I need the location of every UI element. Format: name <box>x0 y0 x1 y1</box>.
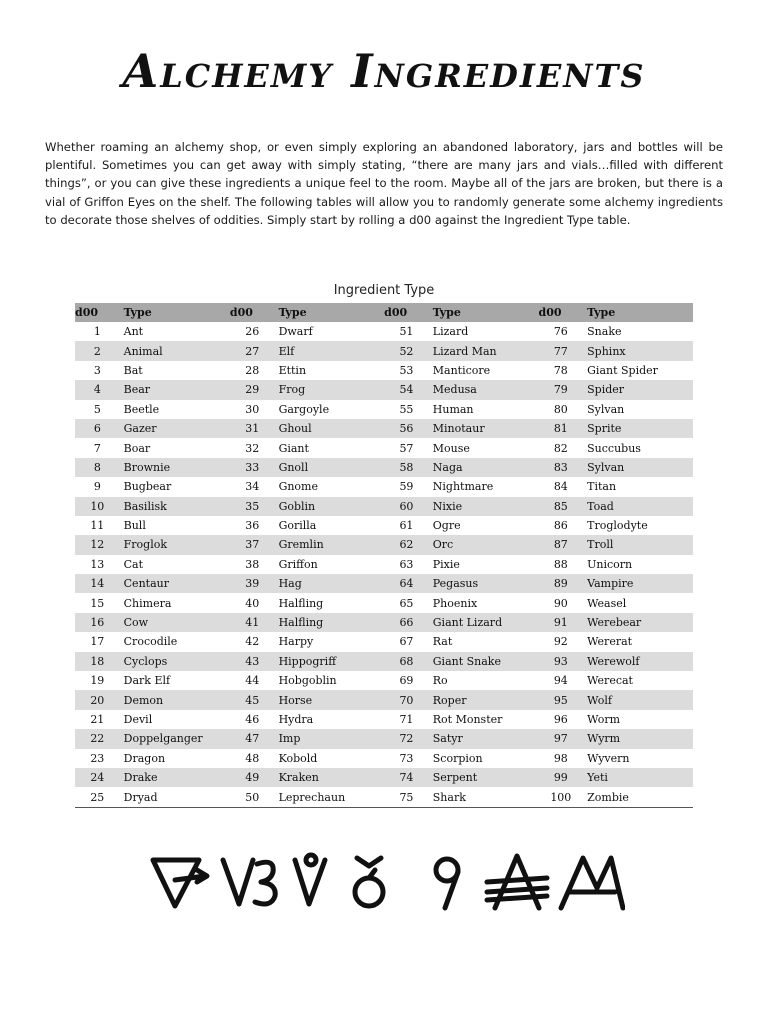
roll-cell: 27 <box>230 341 275 360</box>
roll-cell: 24 <box>75 768 120 787</box>
roll-cell: 44 <box>245 674 260 688</box>
type-cell: Boar <box>123 441 151 455</box>
roll-cell: 6 <box>75 419 120 438</box>
roll-cell: 66 <box>384 613 429 632</box>
roll-cell: 22 <box>75 729 120 748</box>
type-cell: Imp <box>275 729 385 748</box>
roll-cell: 33 <box>230 458 275 477</box>
roll-cell: 71 <box>399 713 414 726</box>
roll-cell: 98 <box>553 751 568 765</box>
roll-cell: 63 <box>399 557 414 571</box>
table-row <box>75 555 693 574</box>
type-cell: Dwarf <box>278 325 313 339</box>
roll-cell: 17 <box>90 635 105 649</box>
type-cell: Werewolf <box>583 652 693 671</box>
roll-cell: 56 <box>384 419 429 438</box>
roll-cell: 5 <box>93 402 101 416</box>
type-cell: Crocodile <box>123 635 178 649</box>
type-cell: Minotaur <box>429 419 539 438</box>
type-cell: Satyr <box>429 729 539 748</box>
type-cell: Orc <box>429 535 539 554</box>
type-cell: Halfling <box>275 613 385 632</box>
type-cell: Sphinx <box>583 341 693 360</box>
type-cell: Ettin <box>278 363 307 377</box>
type-cell: Devil <box>123 713 153 726</box>
type-cell: Chimera <box>123 596 172 610</box>
roll-cell: 79 <box>539 380 584 399</box>
roll-cell: 10 <box>75 497 120 516</box>
table-row <box>75 787 693 807</box>
roll-cell: 75 <box>384 787 429 807</box>
roll-cell: 4 <box>75 380 120 399</box>
type-cell: Froglok <box>120 535 230 554</box>
roll-cell: 8 <box>75 458 120 477</box>
type-cell: Dragon <box>123 751 166 765</box>
roll-cell: 49 <box>230 768 275 787</box>
type-cell: Gazer <box>120 419 230 438</box>
roll-cell: 46 <box>245 713 260 726</box>
roll-cell: 3 <box>93 363 101 377</box>
roll-cell: 51 <box>399 325 414 339</box>
roll-cell: 70 <box>384 690 429 709</box>
roll-cell: 96 <box>553 713 568 726</box>
table-row <box>75 438 693 457</box>
roll-cell: 60 <box>384 497 429 516</box>
roll-cell: 29 <box>230 380 275 399</box>
roll-cell: 86 <box>553 519 568 533</box>
alchemical-symbols-icon <box>145 848 625 918</box>
type-cell: Hippogriff <box>275 652 385 671</box>
roll-cell: 23 <box>90 751 105 765</box>
type-cell: Bull <box>123 519 146 533</box>
roll-cell: 76 <box>553 325 568 339</box>
roll-cell: 94 <box>553 674 568 688</box>
type-cell: Giant Snake <box>429 652 539 671</box>
type-cell: Frog <box>275 380 385 399</box>
roll-cell: 39 <box>230 574 275 593</box>
type-cell: Hydra <box>278 713 314 726</box>
type-cell: Medusa <box>429 380 539 399</box>
alchemical-symbols-icon <box>145 848 625 918</box>
type-cell: Mouse <box>432 441 470 455</box>
type-cell: Gorilla <box>278 519 317 533</box>
roll-cell: 83 <box>539 458 584 477</box>
type-cell: Cyclops <box>120 652 230 671</box>
roll-cell: 97 <box>539 729 584 748</box>
type-cell: Troll <box>583 535 693 554</box>
table-row <box>75 574 693 593</box>
type-cell: Horse <box>275 690 385 709</box>
roll-cell: 18 <box>75 652 120 671</box>
type-cell: Beetle <box>123 402 160 416</box>
table-row <box>75 690 693 709</box>
roll-cell: 50 <box>230 787 275 807</box>
roll-cell: 53 <box>399 363 414 377</box>
type-cell: Doppelganger <box>120 729 230 748</box>
roll-cell: 41 <box>230 613 275 632</box>
type-cell: Wyrm <box>583 729 693 748</box>
type-cell: Gargoyle <box>278 402 330 416</box>
roll-cell: 73 <box>399 751 414 765</box>
type-cell: Spider <box>583 380 693 399</box>
table-row <box>75 749 693 768</box>
column-header: d00 <box>384 303 429 322</box>
roll-cell: 74 <box>384 768 429 787</box>
roll-cell: 65 <box>399 596 414 610</box>
type-cell: Sylvan <box>583 458 693 477</box>
type-cell: Lizard <box>432 325 469 339</box>
roll-cell: 84 <box>553 480 568 494</box>
type-cell: Cow <box>120 613 230 632</box>
roll-cell: 9 <box>93 480 101 494</box>
type-cell: Harpy <box>278 635 314 649</box>
roll-cell: 12 <box>75 535 120 554</box>
type-cell: Giant Spider <box>587 363 658 377</box>
roll-cell: 95 <box>539 690 584 709</box>
roll-cell: 1 <box>93 325 101 339</box>
type-cell: Bat <box>123 363 143 377</box>
type-cell: Leprechaun <box>275 787 385 807</box>
type-cell: Yeti <box>583 768 693 787</box>
type-cell: Halfling <box>278 596 324 610</box>
ingredient-type-table <box>75 303 693 808</box>
type-cell: Elf <box>275 341 385 360</box>
roll-cell: 36 <box>245 519 260 533</box>
roll-cell: 67 <box>399 635 414 649</box>
table-row <box>75 768 693 787</box>
roll-cell: 40 <box>245 596 260 610</box>
roll-cell: 99 <box>539 768 584 787</box>
table-header-row <box>75 303 693 322</box>
type-cell: Titan <box>587 480 617 494</box>
table-row <box>75 361 693 380</box>
table-caption: Ingredient Type <box>333 283 435 298</box>
roll-cell: 11 <box>90 519 105 533</box>
type-cell: Bugbear <box>123 480 172 494</box>
type-cell: Hobgoblin <box>278 674 337 688</box>
table-row <box>75 710 693 729</box>
table-row <box>75 613 693 632</box>
type-cell: Cat <box>123 557 144 571</box>
table-row <box>75 593 693 612</box>
type-cell: Nightmare <box>432 480 494 494</box>
roll-cell: 47 <box>230 729 275 748</box>
roll-cell: 57 <box>399 441 414 455</box>
type-cell: Bear <box>120 380 230 399</box>
roll-cell: 38 <box>245 557 260 571</box>
roll-cell: 42 <box>245 635 260 649</box>
type-cell: Gnome <box>278 480 318 494</box>
type-cell: Kobold <box>278 751 318 765</box>
type-cell: Pegasus <box>429 574 539 593</box>
table-row <box>75 729 693 748</box>
roll-cell: 21 <box>90 713 105 726</box>
type-cell: Rat <box>432 635 453 649</box>
type-cell: Giant Lizard <box>429 613 539 632</box>
table-row <box>75 652 693 671</box>
roll-cell: 35 <box>230 497 275 516</box>
table-row <box>75 497 693 516</box>
type-cell: Toad <box>583 497 693 516</box>
table-row <box>75 632 693 651</box>
column-header: d00 <box>539 303 584 322</box>
type-cell: Snake <box>587 325 622 339</box>
type-cell: Brownie <box>120 458 230 477</box>
type-cell: Sprite <box>583 419 693 438</box>
type-cell: Dryad <box>120 787 230 807</box>
type-cell: Pixie <box>432 557 460 571</box>
column-header: Type <box>583 303 693 322</box>
type-cell: Kraken <box>275 768 385 787</box>
type-cell: Nixie <box>429 497 539 516</box>
roll-cell: 30 <box>245 402 260 416</box>
roll-cell: 2 <box>75 341 120 360</box>
type-cell: Unicorn <box>587 557 633 571</box>
roll-cell: 45 <box>230 690 275 709</box>
roll-cell: 69 <box>399 674 414 688</box>
roll-cell: 34 <box>245 480 260 494</box>
roll-cell: 82 <box>553 441 568 455</box>
table-row <box>75 322 693 341</box>
roll-cell: 20 <box>75 690 120 709</box>
type-cell: Wererat <box>587 635 633 649</box>
type-cell: Werebear <box>583 613 693 632</box>
type-cell: Giant <box>278 441 309 455</box>
roll-cell: 37 <box>230 535 275 554</box>
type-cell: Sylvan <box>587 402 625 416</box>
type-cell: Animal <box>120 341 230 360</box>
roll-cell: 55 <box>399 402 414 416</box>
roll-cell: 90 <box>553 596 568 610</box>
roll-cell: 72 <box>384 729 429 748</box>
roll-cell: 81 <box>539 419 584 438</box>
roll-cell: 91 <box>539 613 584 632</box>
type-cell: Ogre <box>432 519 461 533</box>
type-cell: Goblin <box>275 497 385 516</box>
type-cell: Troglodyte <box>587 519 648 533</box>
roll-cell: 31 <box>230 419 275 438</box>
type-cell: Basilisk <box>120 497 230 516</box>
roll-cell: 68 <box>384 652 429 671</box>
roll-cell: 92 <box>553 635 568 649</box>
table-row <box>75 477 693 496</box>
column-header: Type <box>275 303 385 322</box>
roll-cell: 28 <box>245 363 260 377</box>
table-row <box>75 458 693 477</box>
column-header: Type <box>429 303 539 322</box>
intro-paragraph: Whether roaming an alchemy shop, or even simply exploring an abandoned laboratory, jars and bottles will be plentiful. Sometimes you can get away with simply stating, “there are many jars and vials…filled with different things”, or you can give these ingredients a unique feel to the room. Maybe all of the jars are broken, but there is a vial of Griffon Eyes on the shelf. The following tables will allow you to randomly generate some alchemy ingredients to decorate those shelves of oddities. Simply start by rolling a d00 against the Ingredient Type table. <box>45 140 723 227</box>
type-cell: Gnoll <box>275 458 385 477</box>
type-cell: Wyvern <box>587 751 630 765</box>
roll-cell: 61 <box>399 519 414 533</box>
type-cell: Wolf <box>583 690 693 709</box>
roll-cell: 62 <box>384 535 429 554</box>
type-cell: Weasel <box>587 596 627 610</box>
table-row <box>75 535 693 554</box>
roll-cell: 80 <box>553 402 568 416</box>
roll-cell: 78 <box>553 363 568 377</box>
type-cell: Naga <box>429 458 539 477</box>
type-cell: Centaur <box>120 574 230 593</box>
type-cell: Manticore <box>432 363 491 377</box>
column-header: d00 <box>75 303 120 322</box>
roll-cell: 59 <box>399 480 414 494</box>
roll-cell: 43 <box>230 652 275 671</box>
table-body <box>75 322 693 807</box>
type-cell: Lizard Man <box>429 341 539 360</box>
type-cell: Demon <box>120 690 230 709</box>
type-cell: Phoenix <box>432 596 478 610</box>
type-cell: Vampire <box>583 574 693 593</box>
type-cell: Hag <box>275 574 385 593</box>
type-cell: Serpent <box>429 768 539 787</box>
roll-cell: 7 <box>93 441 101 455</box>
type-cell: Griffon <box>278 557 318 571</box>
roll-cell: 16 <box>75 613 120 632</box>
roll-cell: 15 <box>90 596 105 610</box>
roll-cell: 93 <box>539 652 584 671</box>
roll-cell: 100 <box>539 787 584 807</box>
roll-cell: 85 <box>539 497 584 516</box>
roll-cell: 52 <box>384 341 429 360</box>
type-cell: Ant <box>123 325 144 339</box>
type-cell: Werecat <box>587 674 633 688</box>
type-cell: Gremlin <box>275 535 385 554</box>
type-cell: Roper <box>429 690 539 709</box>
roll-cell: 14 <box>75 574 120 593</box>
roll-cell: 54 <box>384 380 429 399</box>
table-row <box>75 516 693 535</box>
type-cell: Scorpion <box>432 751 483 765</box>
table-row <box>75 419 693 438</box>
table-row <box>75 380 693 399</box>
type-cell: Human <box>432 402 474 416</box>
roll-cell: 87 <box>539 535 584 554</box>
page-title: Alchemy Ingredients <box>122 44 646 98</box>
roll-cell: 48 <box>245 751 260 765</box>
roll-cell: 26 <box>245 325 260 339</box>
roll-cell: 58 <box>384 458 429 477</box>
type-cell: Shark <box>429 787 539 807</box>
roll-cell: 13 <box>90 557 105 571</box>
type-cell: Succubus <box>587 441 641 455</box>
type-cell: Rot Monster <box>432 713 503 726</box>
roll-cell: 25 <box>75 787 120 807</box>
table-row <box>75 400 693 419</box>
column-header: d00 <box>230 303 275 322</box>
table-row <box>75 341 693 360</box>
type-cell: Zombie <box>583 787 693 807</box>
type-cell: Ro <box>432 674 448 688</box>
roll-cell: 88 <box>553 557 568 571</box>
table-row <box>75 671 693 690</box>
roll-cell: 32 <box>245 441 260 455</box>
column-header: Type <box>120 303 230 322</box>
type-cell: Dark Elf <box>123 674 171 688</box>
roll-cell: 19 <box>90 674 105 688</box>
roll-cell: 64 <box>384 574 429 593</box>
roll-cell: 89 <box>539 574 584 593</box>
type-cell: Drake <box>120 768 230 787</box>
type-cell: Ghoul <box>275 419 385 438</box>
roll-cell: 77 <box>539 341 584 360</box>
type-cell: Worm <box>587 713 621 726</box>
